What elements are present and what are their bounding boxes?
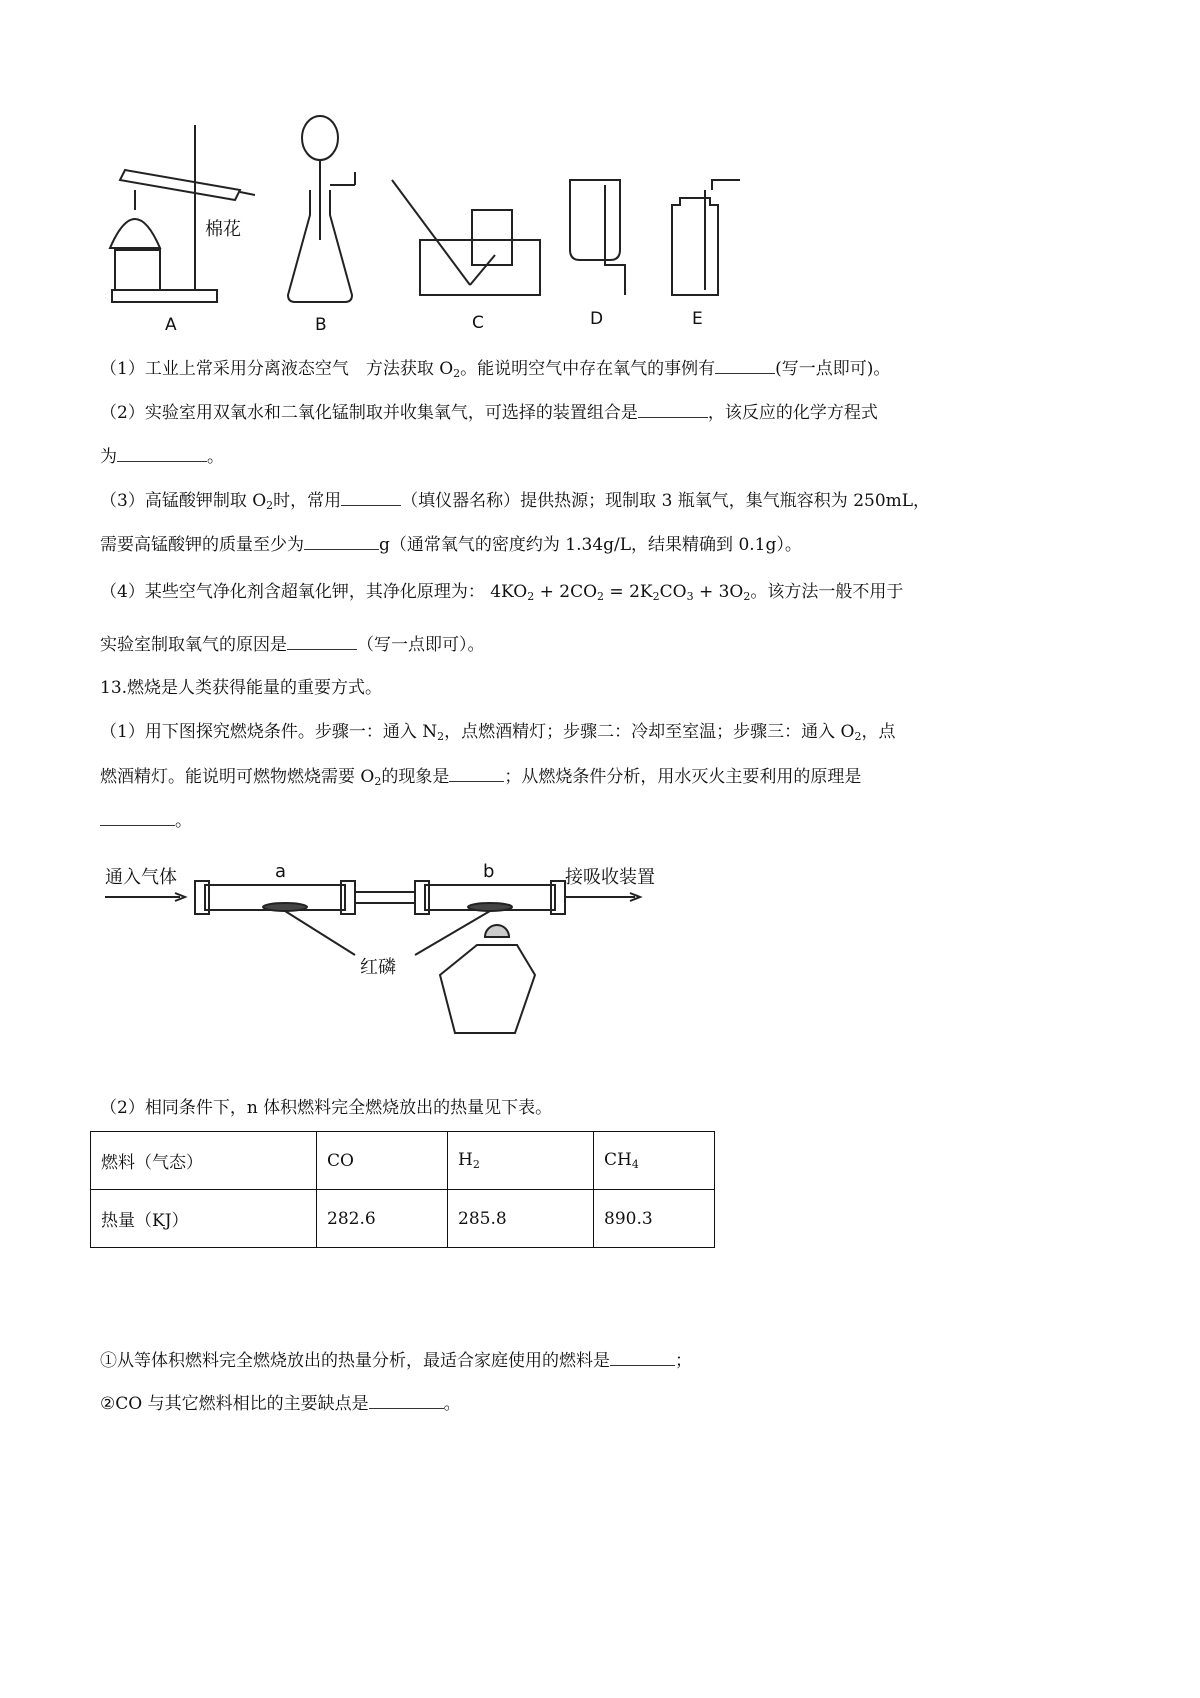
subscript: 4: [631, 1158, 639, 1171]
text-segment: （填仪器名称）提供热源；现制取 3 瓶氧气，集气瓶容积为 250mL，: [401, 491, 931, 511]
text-segment: (写一点即可)。: [775, 359, 891, 379]
text-segment: ，该反应的化学方程式: [707, 403, 878, 423]
subscript: 2: [453, 367, 461, 380]
combustion-figure: [105, 855, 685, 1055]
text-line: [100, 632, 485, 657]
text-segment: 燃酒精灯。能说明可燃物燃烧需要 O: [100, 767, 375, 787]
red-phosphorus-label: 红磷: [360, 957, 396, 978]
text-line: [100, 1391, 461, 1416]
text-line: [100, 676, 382, 700]
answer-blank[interactable]: [715, 356, 775, 374]
text-segment: g（通常氧气的密度约为 1.34g/L，结果精确到 0.1g）。: [379, 535, 802, 555]
text-segment: + 3O: [693, 582, 744, 602]
text-segment: 的现象是: [381, 767, 450, 787]
text-segment: （2）相同条件下，n 体积燃料完全燃烧放出的热量见下表。: [100, 1098, 553, 1118]
subscript: 2: [652, 590, 660, 603]
cell-text: 285.8: [458, 1208, 507, 1229]
table-cell: [317, 1190, 448, 1248]
text-segment: ，点燃酒精灯；步骤二：冷却至室温；步骤三：通入 O: [444, 722, 855, 742]
tube-b-label: b: [483, 861, 495, 882]
text-line: [100, 720, 895, 749]
answer-blank[interactable]: [449, 764, 504, 782]
text-segment: ①从等体积燃料完全燃烧放出的热量分析，最适合家庭使用的燃料是: [100, 1351, 610, 1371]
subscript: 2: [437, 730, 445, 743]
cell-text: 燃料（气态）: [101, 1153, 203, 1173]
text-line: [100, 808, 192, 833]
cotton-label: 棉花: [205, 219, 241, 240]
text-segment: ；从燃烧条件分析，用水灭火主要利用的原理是: [504, 767, 862, 787]
text-segment: CO: [659, 582, 687, 602]
answer-blank[interactable]: [100, 808, 175, 826]
subscript: 2: [597, 590, 605, 603]
table-cell: [594, 1190, 715, 1248]
table-row: [91, 1132, 715, 1190]
subscript: 2: [266, 499, 274, 512]
text-segment: （1）用下图探究燃烧条件。步骤一：通入 N: [100, 722, 438, 742]
cell-text: 热量（KJ）: [101, 1211, 189, 1231]
text-segment: 为: [100, 447, 117, 467]
subscript: 2: [527, 590, 535, 603]
answer-blank[interactable]: [304, 532, 379, 550]
text-segment: 13.燃烧是人类获得能量的重要方式。: [100, 678, 383, 698]
answer-blank[interactable]: [638, 400, 708, 418]
text-line: [100, 580, 903, 609]
text-segment: 。: [207, 447, 224, 467]
cell-text: 282.6: [327, 1208, 376, 1229]
label-c: C: [472, 313, 484, 333]
cell-text: H: [458, 1150, 473, 1170]
tube-a-label: a: [275, 861, 287, 882]
subscript: 3: [686, 590, 694, 603]
text-line: [100, 1096, 552, 1120]
apparatus-c: [392, 180, 540, 295]
apparatus-d: [570, 180, 625, 295]
apparatus-a: [110, 125, 255, 302]
text-segment: （1）工业上常采用分离液态空气 方法获取 O: [100, 359, 454, 379]
text-segment: （3）高锰酸钾制取 O: [100, 491, 267, 511]
text-segment: 。: [175, 811, 192, 831]
text-line: [100, 400, 878, 425]
text-segment: 时，常用: [273, 491, 342, 511]
apparatus-e: [672, 180, 740, 295]
text-segment: （2）实验室用双氧水和二氧化锰制取并收集氧气，可选择的装置组合是: [100, 403, 638, 423]
label-b: B: [315, 315, 327, 335]
text-segment: （写一点即可）。: [357, 635, 485, 655]
cell-text: CH: [604, 1150, 632, 1170]
text-line: [100, 532, 802, 557]
label-d: D: [590, 309, 604, 329]
text-segment: = 2K: [604, 582, 653, 602]
cell-text: 890.3: [604, 1208, 653, 1229]
text-segment: 。能说明空气中存在氧气的事例有: [460, 359, 716, 379]
cell-text: CO: [327, 1150, 354, 1171]
table-cell: [448, 1132, 594, 1190]
label-a: A: [165, 315, 177, 335]
text-segment: 。: [443, 1394, 461, 1414]
text-segment: 实验室制取氧气的原因是: [100, 635, 287, 655]
text-line: [100, 488, 930, 518]
table-cell: [448, 1190, 594, 1248]
text-segment: ②CO 与其它燃料相比的主要缺点是: [100, 1394, 369, 1414]
outlet-label: 接吸收装置: [565, 867, 655, 888]
text-line: [100, 356, 890, 386]
text-segment: （4）某些空气净化剂含超氧化钾，其净化原理为： 4KO: [100, 582, 528, 602]
answer-blank[interactable]: [610, 1348, 675, 1366]
inlet-label: 通入气体: [105, 867, 177, 888]
text-segment: ；: [675, 1351, 692, 1371]
text-segment: 需要高锰酸钾的质量至少为: [100, 535, 304, 555]
subscript: 2: [854, 730, 862, 743]
text-segment: 。该方法一般不用于: [750, 582, 904, 602]
table-cell: [91, 1190, 317, 1248]
apparatus-figure: [100, 90, 860, 340]
answer-blank[interactable]: [117, 444, 207, 462]
text-segment: ，点: [861, 722, 896, 742]
subscript: 2: [374, 775, 382, 788]
subscript: 2: [472, 1158, 480, 1171]
answer-blank[interactable]: [341, 488, 401, 506]
subscript: 2: [743, 590, 751, 603]
table-cell: [317, 1132, 448, 1190]
answer-blank[interactable]: [287, 632, 357, 650]
text-line: [100, 764, 861, 794]
table-cell: [594, 1132, 715, 1190]
text-line: [100, 444, 224, 469]
table-row: [91, 1190, 715, 1248]
answer-blank[interactable]: [369, 1391, 444, 1409]
text-segment: + 2CO: [534, 582, 598, 602]
apparatus-b: [288, 116, 355, 302]
fuel-heat-table: [90, 1131, 715, 1248]
table-cell: [91, 1132, 317, 1190]
label-e: E: [692, 309, 703, 329]
text-line: [100, 1348, 692, 1373]
